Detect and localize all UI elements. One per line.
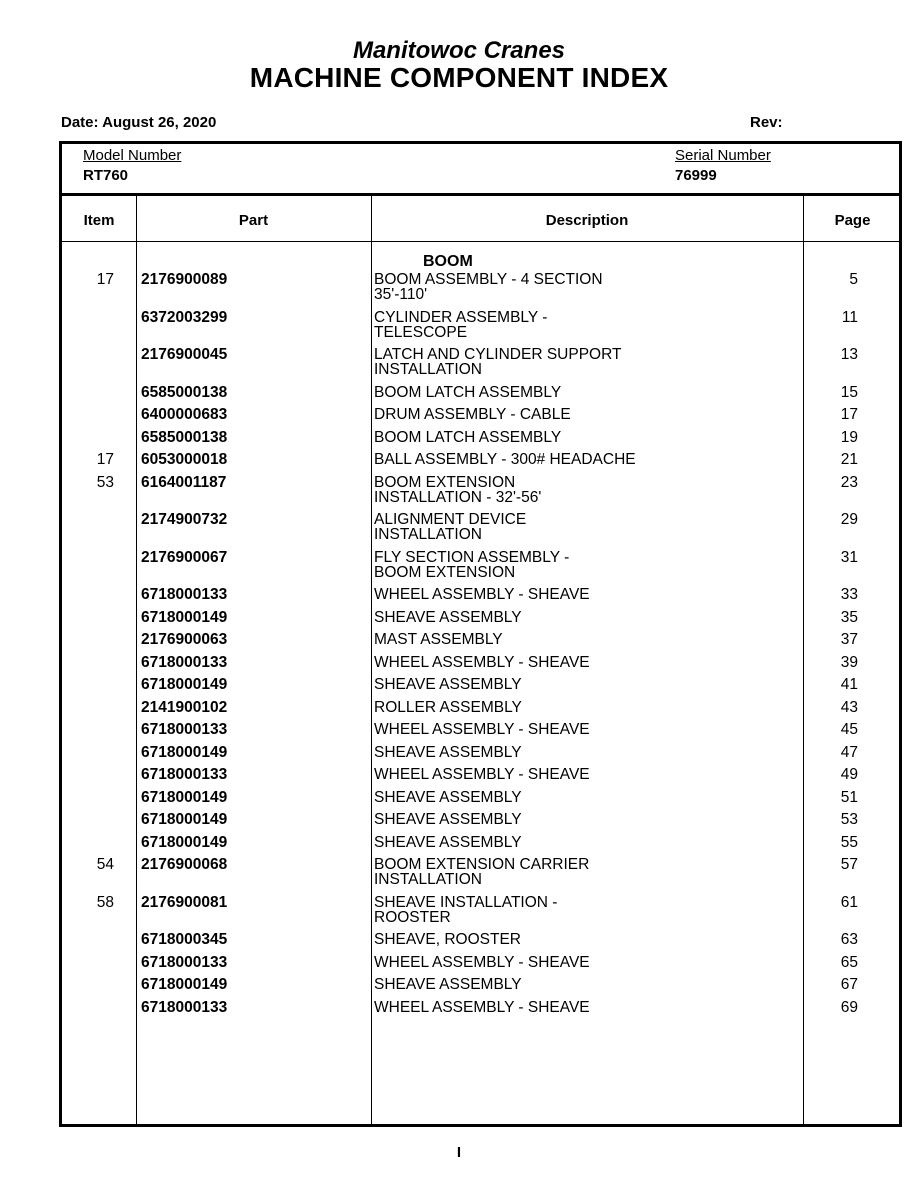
item-cell [62,977,114,1000]
item-cell [62,932,114,955]
page-cell: 39 [840,653,858,671]
page-cell: 61 [840,893,858,911]
part-number-cell: 2176900089 [141,271,228,288]
page-cell: 55 [840,833,858,851]
table-row [62,722,899,745]
description-line: WHEEL ASSEMBLY - SHEAVE [374,721,590,738]
item-cell [62,407,114,430]
description-line: WHEEL ASSEMBLY - SHEAVE [374,953,590,971]
table-row [62,835,899,858]
item-cell [62,1000,114,1023]
description-cell [374,677,806,700]
description-line: INSTALLATION - 32'-56' [374,488,542,506]
table-row [62,610,899,633]
description-line: SHEAVE INSTALLATION - [374,893,558,911]
description-line: ROLLER ASSEMBLY [374,698,522,716]
description-line: 35'-110' [374,286,428,303]
column-header-item: Item [83,212,115,229]
page-cell: 15 [840,383,858,401]
description-line: FLY SECTION ASSEMBLY - [374,548,570,566]
description-cell [374,655,806,678]
table-row [62,767,899,790]
description-line: BOOM EXTENSION [374,473,516,491]
description-line: BOOM LATCH ASSEMBLY [374,428,562,446]
table-row [62,977,899,1000]
item-cell [62,655,114,678]
description-cell [374,512,806,550]
page-cell: 65 [840,953,858,971]
part-number-cell: 6718000149 [141,811,228,828]
table-row [62,700,899,723]
revision-label: Rev: [750,114,783,131]
part-number-cell: 6718000149 [141,833,228,851]
table-row [62,347,899,385]
part-number-cell: 6718000133 [141,998,228,1016]
part-number-cell: 2176900081 [141,893,228,911]
serial-number-value: 76999 [675,167,717,184]
description-cell [374,550,806,588]
description-cell [374,835,806,858]
part-number-cell: 6718000133 [141,766,228,783]
description-cell [374,452,806,475]
description-line: SHEAVE ASSEMBLY [374,608,522,626]
page-cell: 49 [840,766,858,783]
part-number-cell: 6053000018 [141,451,228,468]
description-cell [374,857,806,895]
table-row [62,1000,899,1023]
page-cell: 41 [840,676,858,693]
part-number-cell: 6372003299 [141,308,228,326]
description-line: INSTALLATION [374,871,482,888]
description-line: SHEAVE ASSEMBLY [374,788,522,806]
model-number-value: RT760 [83,167,129,184]
company-name: Manitowoc Cranes [352,37,566,64]
item-cell: 53 [96,473,114,491]
description-cell [374,272,806,310]
part-number-cell: 2176900068 [141,856,228,873]
description-line: SHEAVE ASSEMBLY [374,833,522,851]
table-row [62,512,899,550]
description-cell [374,700,806,723]
item-cell: 54 [96,856,114,873]
description-line: DRUM ASSEMBLY - CABLE [374,406,571,423]
part-number-cell: 6718000345 [141,931,228,948]
table-body [62,272,899,1022]
description-line: SHEAVE ASSEMBLY [374,676,522,693]
description-cell [374,955,806,978]
description-line: SHEAVE ASSEMBLY [374,976,522,993]
part-number-cell: 2174900732 [141,511,228,528]
table-row [62,407,899,430]
description-cell [374,767,806,790]
item-cell [62,310,114,348]
part-number-cell: 6718000133 [141,653,228,671]
part-number-cell: 6718000149 [141,743,228,761]
table-row [62,385,899,408]
table-row [62,452,899,475]
item-cell: 58 [96,893,114,911]
description-line: SHEAVE ASSEMBLY [374,743,522,761]
item-cell [62,767,114,790]
description-line: SHEAVE ASSEMBLY [374,811,522,828]
description-cell [374,407,806,430]
description-cell [374,632,806,655]
description-cell [374,790,806,813]
part-number-cell: 2176900067 [141,548,228,566]
description-line: WHEEL ASSEMBLY - SHEAVE [374,653,590,671]
description-cell [374,1000,806,1023]
part-number-cell: 6718000133 [141,586,228,603]
description-line: LATCH AND CYLINDER SUPPORT [374,346,622,363]
page-cell: 31 [840,548,858,566]
part-number-cell: 6718000133 [141,953,228,971]
description-cell [374,812,806,835]
description-line: TELESCOPE [374,323,468,341]
page-cell: 29 [840,511,858,528]
part-number-cell: 6400000683 [141,406,228,423]
page-cell: 37 [840,631,858,648]
part-number-cell: 2141900102 [141,698,228,716]
item-cell [62,700,114,723]
page-cell: 17 [840,406,858,423]
description-line: ROOSTER [374,908,451,926]
part-number-cell: 6585000138 [141,428,228,446]
page-cell: 67 [840,976,858,993]
table-row [62,895,899,933]
part-number-cell: 6718000149 [141,976,228,993]
page-cell: 47 [840,743,858,761]
page-cell: 53 [840,811,858,828]
description-line: CYLINDER ASSEMBLY - [374,308,548,326]
description-cell [374,385,806,408]
table-row [62,632,899,655]
item-cell [62,610,114,633]
description-line: BOOM EXTENSION CARRIER [374,856,590,873]
page-cell: 57 [840,856,858,873]
page-cell: 19 [840,428,858,446]
description-line: BOOM ASSEMBLY - 4 SECTION [374,271,603,288]
header-divider [62,241,899,242]
table-row [62,310,899,348]
column-header-part: Part [238,212,269,229]
part-number-cell: 2176900063 [141,631,228,648]
description-cell [374,610,806,633]
page-cell: 11 [841,308,858,326]
description-line: WHEEL ASSEMBLY - SHEAVE [374,998,590,1016]
item-cell [62,722,114,745]
page-cell: 5 [849,271,858,288]
description-line: BOOM LATCH ASSEMBLY [374,383,562,401]
description-line: WHEEL ASSEMBLY - SHEAVE [374,586,590,603]
table-row [62,812,899,835]
page-cell: 63 [840,931,858,948]
description-cell [374,745,806,768]
item-cell [62,385,114,408]
description-cell [374,722,806,745]
description-cell [374,430,806,453]
table-row [62,745,899,768]
description-cell [374,977,806,1000]
description-line: BALL ASSEMBLY - 300# HEADACHE [374,451,636,468]
component-index-table [59,141,902,1127]
item-cell [62,347,114,385]
page-cell: 43 [840,698,858,716]
description-line: SHEAVE, ROOSTER [374,931,521,948]
part-number-cell: 2176900045 [141,346,228,363]
table-row [62,857,899,895]
description-line: ALIGNMENT DEVICE [374,511,527,528]
item-cell: 17 [96,271,114,288]
description-cell [374,310,806,348]
description-line: INSTALLATION [374,361,482,378]
table-row [62,955,899,978]
part-number-cell: 6718000133 [141,721,228,738]
column-header-description: Description [545,212,629,229]
item-cell [62,835,114,858]
model-number-label: Model Number [83,147,182,164]
document-title: MACHINE COMPONENT INDEX [249,62,669,93]
table-row [62,475,899,513]
part-number-cell: 6585000138 [141,383,228,401]
table-row [62,430,899,453]
table-row [62,272,899,310]
document-date: Date: August 26, 2020 [61,114,217,131]
item-cell [62,812,114,835]
item-cell [62,430,114,453]
part-number-cell: 6718000149 [141,788,228,806]
description-line: WHEEL ASSEMBLY - SHEAVE [374,766,590,783]
page-cell: 13 [840,346,858,363]
table-row [62,587,899,610]
item-cell [62,955,114,978]
machine-info [62,144,899,196]
description-cell [374,475,806,513]
page-cell: 35 [840,608,858,626]
column-header-page: Page [834,212,871,229]
item-cell [62,790,114,813]
page-cell: 45 [840,721,858,738]
item-cell: 17 [96,451,114,468]
item-cell [62,550,114,588]
page-cell: 21 [840,451,858,468]
description-cell [374,587,806,610]
part-number-cell: 6718000149 [141,676,228,693]
description-cell [374,347,806,385]
section-title: BOOM [423,253,473,270]
description-line: BOOM EXTENSION [374,563,516,581]
table-row [62,655,899,678]
description-line: MAST ASSEMBLY [374,631,503,648]
table-row [62,932,899,955]
page-cell: 69 [840,998,858,1016]
page-cell: 33 [840,586,858,603]
description-cell [374,895,806,933]
page-cell: 51 [840,788,858,806]
serial-number-label: Serial Number [675,147,771,164]
item-cell [62,677,114,700]
page-number: I [456,1144,462,1161]
item-cell [62,512,114,550]
item-cell [62,587,114,610]
table-row [62,550,899,588]
table-row [62,677,899,700]
item-cell [62,632,114,655]
description-line: INSTALLATION [374,526,482,543]
part-number-cell: 6718000149 [141,608,228,626]
part-number-cell: 6164001187 [141,473,227,491]
description-cell [374,932,806,955]
page-cell: 23 [840,473,858,491]
item-cell [62,745,114,768]
table-row [62,790,899,813]
